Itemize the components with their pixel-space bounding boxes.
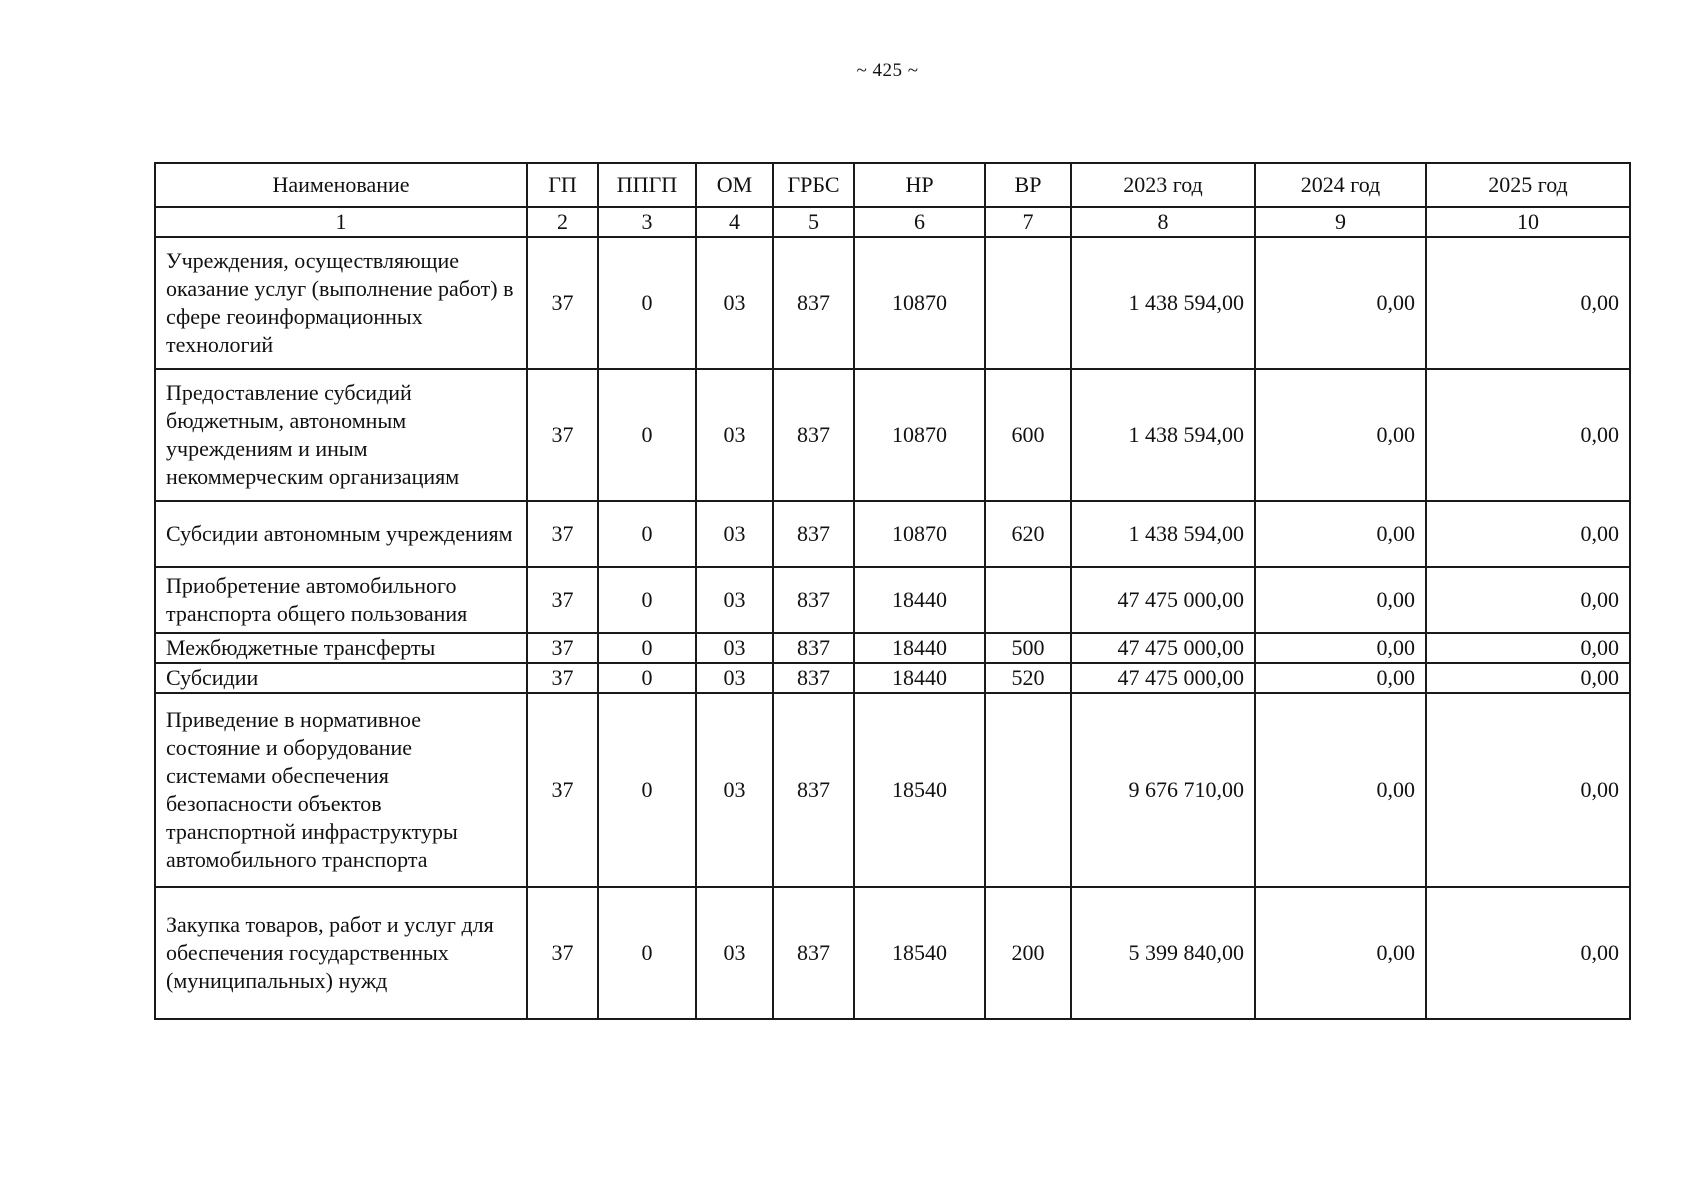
cell-2024: 0,00 bbox=[1255, 887, 1426, 1019]
row-name: Предоставление субсидий бюджетным, автономным учреждениям и иным некоммерческим организациям bbox=[155, 369, 527, 501]
cell-2025: 0,00 bbox=[1426, 693, 1630, 887]
table-row bbox=[155, 501, 1630, 567]
row-name: Приведение в нормативное состояние и оборудование системами обеспечения безопасности объектов транспортной инфраструктуры автомобильного транспорта bbox=[155, 693, 527, 887]
cell-grbs: 837 bbox=[773, 693, 854, 887]
budget-table bbox=[154, 162, 1631, 1020]
cell-om: 03 bbox=[696, 633, 773, 663]
cell-2024: 0,00 bbox=[1255, 369, 1426, 501]
cell-grbs: 837 bbox=[773, 633, 854, 663]
cell-vr bbox=[985, 237, 1071, 369]
cell-2024: 0,00 bbox=[1255, 501, 1426, 567]
header-2023: 2023 год bbox=[1071, 163, 1255, 207]
cell-grbs: 837 bbox=[773, 369, 854, 501]
column-index: 9 bbox=[1255, 207, 1426, 237]
cell-2025: 0,00 bbox=[1426, 567, 1630, 633]
table-row bbox=[155, 369, 1630, 501]
cell-2025: 0,00 bbox=[1426, 633, 1630, 663]
cell-grbs: 837 bbox=[773, 887, 854, 1019]
cell-gp: 37 bbox=[527, 663, 598, 693]
cell-om: 03 bbox=[696, 663, 773, 693]
cell-om: 03 bbox=[696, 567, 773, 633]
cell-om: 03 bbox=[696, 369, 773, 501]
cell-gp: 37 bbox=[527, 237, 598, 369]
table-row bbox=[155, 693, 1630, 887]
cell-2023: 1 438 594,00 bbox=[1071, 501, 1255, 567]
cell-om: 03 bbox=[696, 693, 773, 887]
header-vr: ВР bbox=[985, 163, 1071, 207]
cell-ppgp: 0 bbox=[598, 663, 696, 693]
cell-grbs: 837 bbox=[773, 663, 854, 693]
cell-2025: 0,00 bbox=[1426, 663, 1630, 693]
table-row bbox=[155, 887, 1630, 1019]
cell-2025: 0,00 bbox=[1426, 887, 1630, 1019]
header-ppgp: ППГП bbox=[598, 163, 696, 207]
cell-nr: 18540 bbox=[854, 887, 985, 1019]
cell-ppgp: 0 bbox=[598, 237, 696, 369]
cell-2023: 1 438 594,00 bbox=[1071, 237, 1255, 369]
cell-gp: 37 bbox=[527, 887, 598, 1019]
cell-om: 03 bbox=[696, 887, 773, 1019]
cell-vr bbox=[985, 693, 1071, 887]
table-row bbox=[155, 633, 1630, 663]
header-grbs: ГРБС bbox=[773, 163, 854, 207]
cell-nr: 18440 bbox=[854, 663, 985, 693]
row-name: Приобретение автомобильного транспорта общего пользования bbox=[155, 567, 527, 633]
header-row bbox=[155, 163, 1630, 207]
cell-nr: 10870 bbox=[854, 501, 985, 567]
table-row bbox=[155, 237, 1630, 369]
column-index: 8 bbox=[1071, 207, 1255, 237]
header-om: ОМ bbox=[696, 163, 773, 207]
row-name: Субсидии автономным учреждениям bbox=[155, 501, 527, 567]
table-row bbox=[155, 567, 1630, 633]
column-index: 2 bbox=[527, 207, 598, 237]
cell-2024: 0,00 bbox=[1255, 237, 1426, 369]
row-name: Субсидии bbox=[155, 663, 527, 693]
column-index: 4 bbox=[696, 207, 773, 237]
header-2024: 2024 год bbox=[1255, 163, 1426, 207]
column-index: 7 bbox=[985, 207, 1071, 237]
cell-vr: 600 bbox=[985, 369, 1071, 501]
cell-ppgp: 0 bbox=[598, 567, 696, 633]
cell-gp: 37 bbox=[527, 633, 598, 663]
cell-vr: 520 bbox=[985, 663, 1071, 693]
column-index: 3 bbox=[598, 207, 696, 237]
cell-nr: 18540 bbox=[854, 693, 985, 887]
cell-nr: 18440 bbox=[854, 567, 985, 633]
cell-gp: 37 bbox=[527, 369, 598, 501]
page-number: ~ 425 ~ bbox=[856, 60, 919, 81]
cell-2025: 0,00 bbox=[1426, 369, 1630, 501]
cell-2024: 0,00 bbox=[1255, 693, 1426, 887]
column-index-row bbox=[155, 207, 1630, 237]
cell-ppgp: 0 bbox=[598, 369, 696, 501]
header-name: Наименование bbox=[155, 163, 527, 207]
row-name: Межбюджетные трансферты bbox=[155, 633, 527, 663]
cell-om: 03 bbox=[696, 501, 773, 567]
cell-gp: 37 bbox=[527, 501, 598, 567]
cell-2025: 0,00 bbox=[1426, 501, 1630, 567]
cell-2023: 47 475 000,00 bbox=[1071, 633, 1255, 663]
cell-2024: 0,00 bbox=[1255, 663, 1426, 693]
cell-gp: 37 bbox=[527, 567, 598, 633]
cell-grbs: 837 bbox=[773, 567, 854, 633]
cell-nr: 18440 bbox=[854, 633, 985, 663]
column-index: 5 bbox=[773, 207, 854, 237]
cell-nr: 10870 bbox=[854, 237, 985, 369]
cell-2024: 0,00 bbox=[1255, 567, 1426, 633]
cell-gp: 37 bbox=[527, 693, 598, 887]
column-index: 1 bbox=[155, 207, 527, 237]
table-row bbox=[155, 663, 1630, 693]
cell-ppgp: 0 bbox=[598, 633, 696, 663]
cell-vr: 200 bbox=[985, 887, 1071, 1019]
header-2025: 2025 год bbox=[1426, 163, 1630, 207]
cell-2023: 47 475 000,00 bbox=[1071, 663, 1255, 693]
row-name: Закупка товаров, работ и услуг для обеспечения государственных (муниципальных) нужд bbox=[155, 887, 527, 1019]
column-index: 10 bbox=[1426, 207, 1630, 237]
cell-vr: 620 bbox=[985, 501, 1071, 567]
cell-ppgp: 0 bbox=[598, 501, 696, 567]
cell-2023: 5 399 840,00 bbox=[1071, 887, 1255, 1019]
cell-2023: 47 475 000,00 bbox=[1071, 567, 1255, 633]
cell-2024: 0,00 bbox=[1255, 633, 1426, 663]
row-name: Учреждения, осуществляющие оказание услуг (выполнение работ) в сфере геоинформационных технологий bbox=[155, 237, 527, 369]
cell-vr bbox=[985, 567, 1071, 633]
cell-2023: 1 438 594,00 bbox=[1071, 369, 1255, 501]
cell-nr: 10870 bbox=[854, 369, 985, 501]
cell-om: 03 bbox=[696, 237, 773, 369]
cell-ppgp: 0 bbox=[598, 693, 696, 887]
cell-grbs: 837 bbox=[773, 237, 854, 369]
header-nr: НР bbox=[854, 163, 985, 207]
cell-ppgp: 0 bbox=[598, 887, 696, 1019]
cell-2025: 0,00 bbox=[1426, 237, 1630, 369]
cell-vr: 500 bbox=[985, 633, 1071, 663]
cell-2023: 9 676 710,00 bbox=[1071, 693, 1255, 887]
header-gp: ГП bbox=[527, 163, 598, 207]
column-index: 6 bbox=[854, 207, 985, 237]
cell-grbs: 837 bbox=[773, 501, 854, 567]
